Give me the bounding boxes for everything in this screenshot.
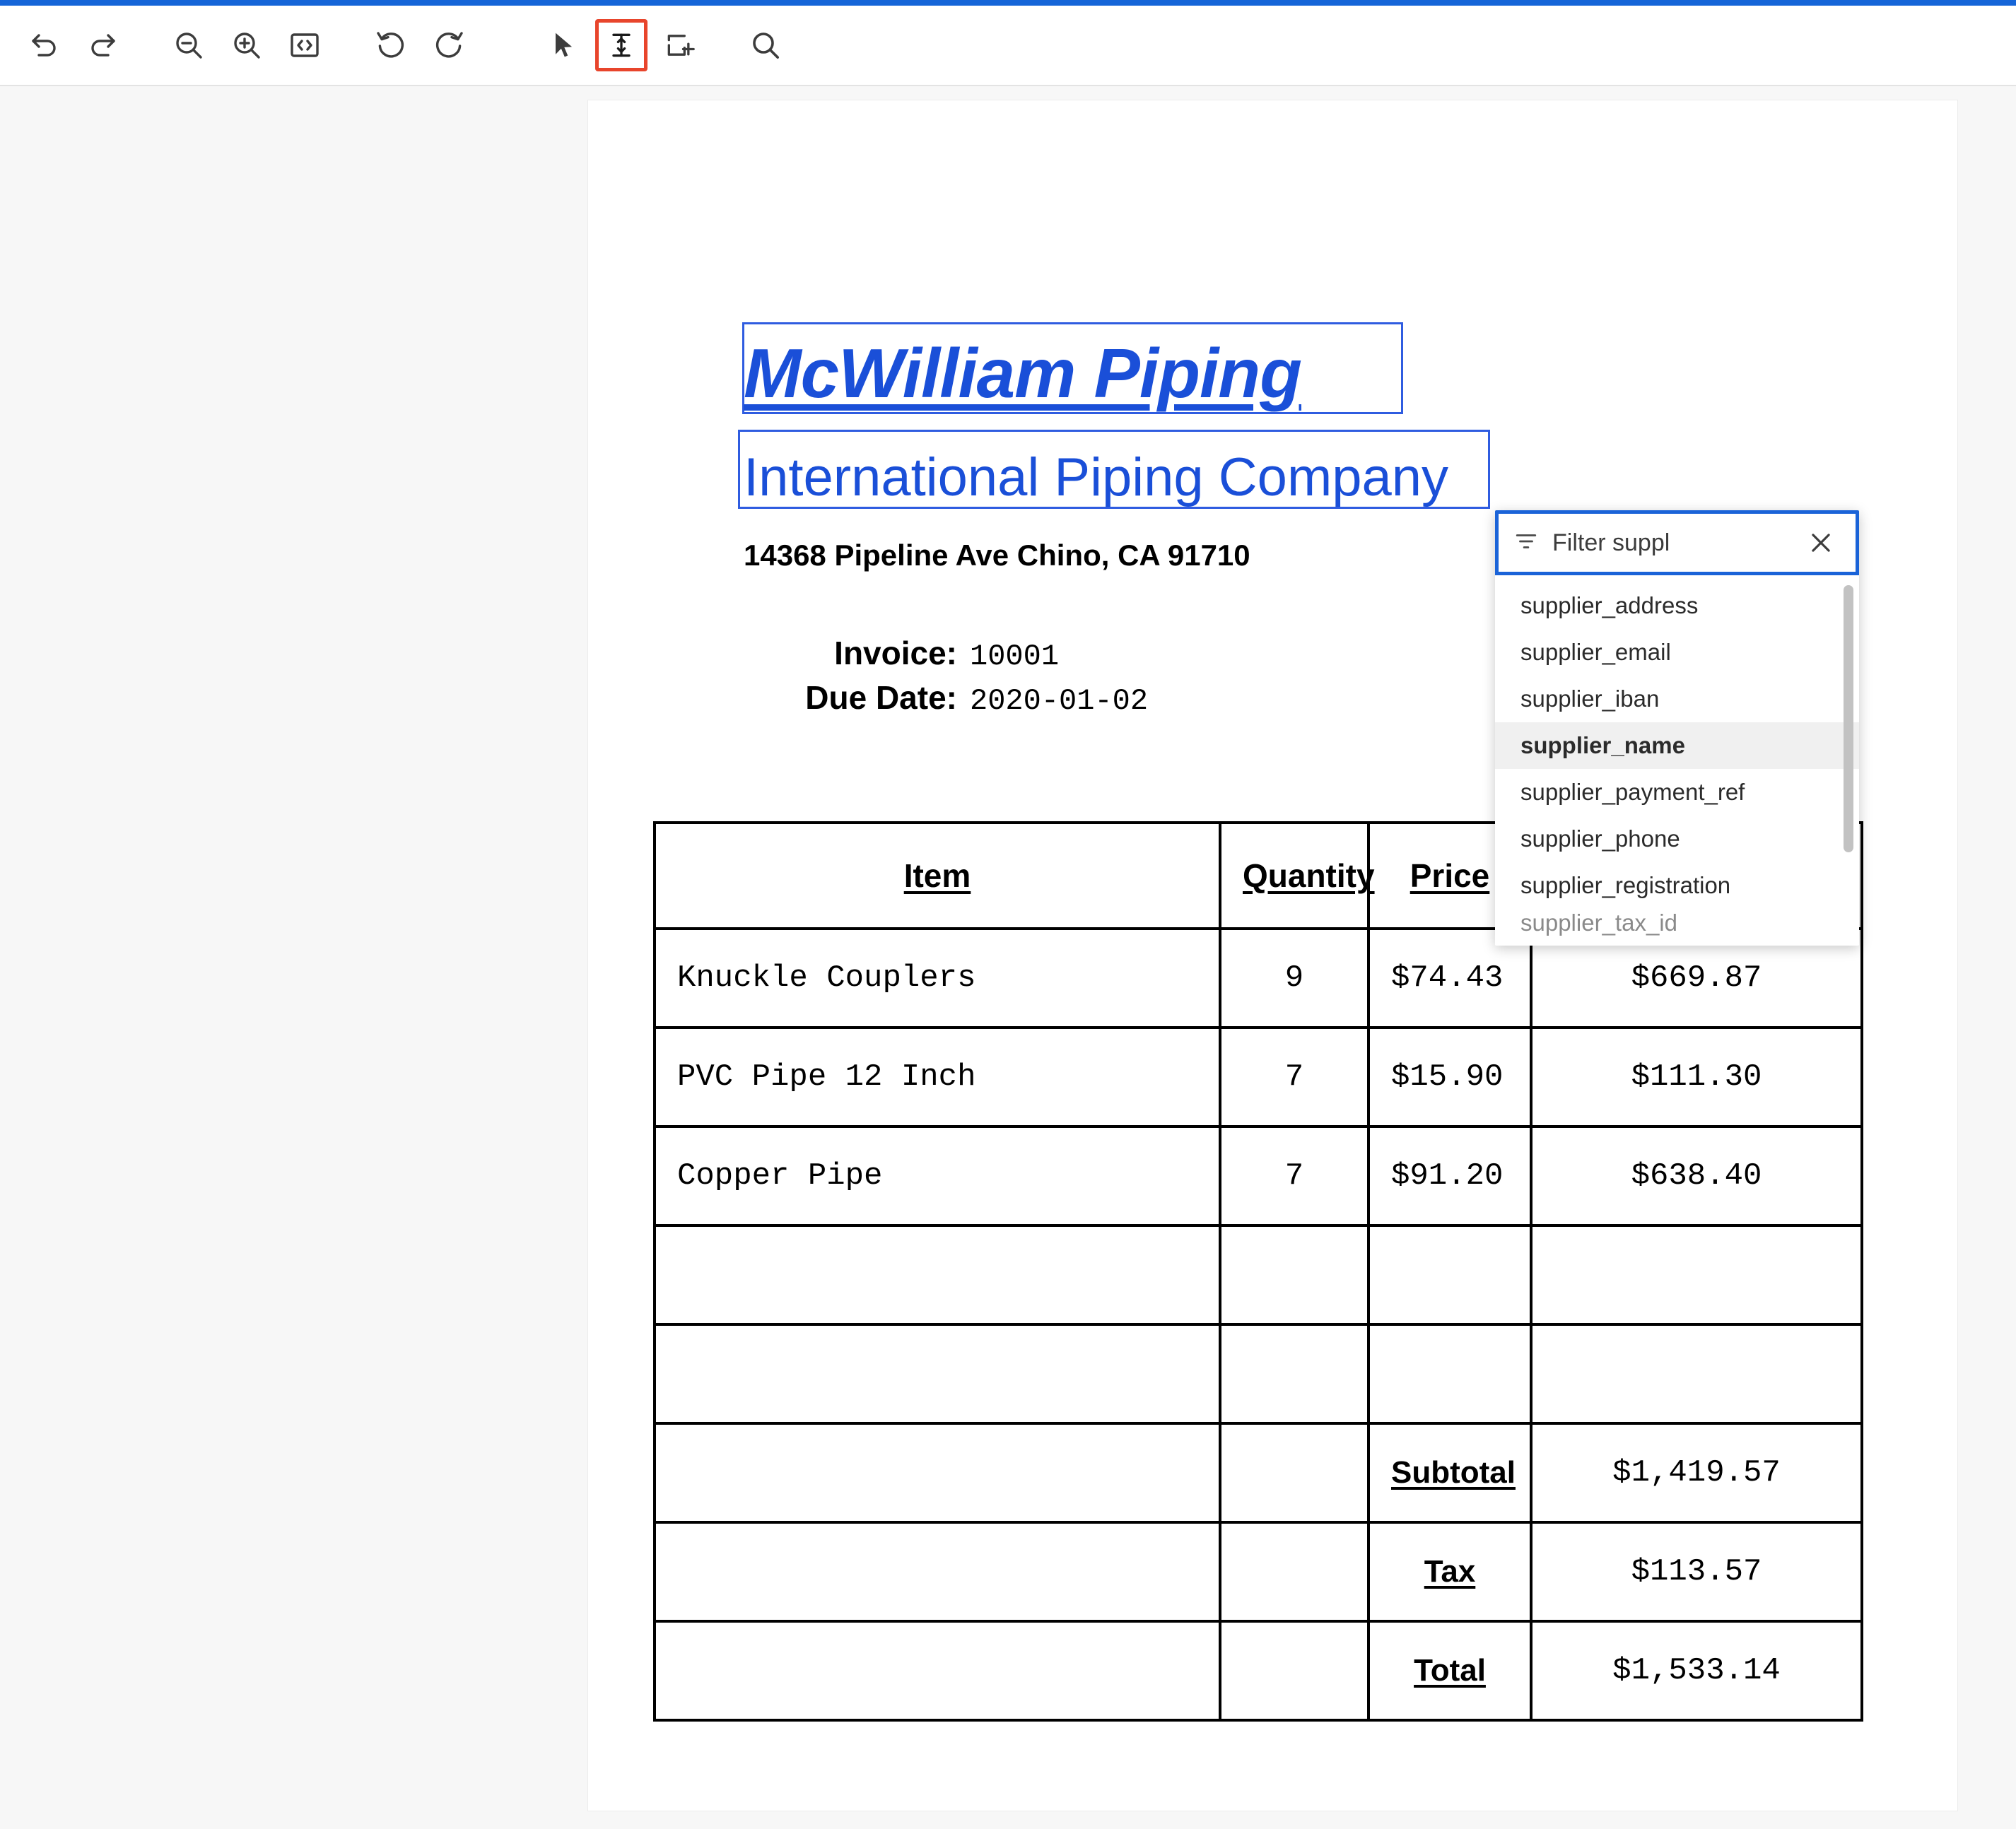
undo-button[interactable] (18, 19, 71, 71)
close-icon[interactable] (1802, 524, 1840, 562)
filter-icon (1514, 529, 1538, 557)
cell-empty (1220, 1621, 1369, 1720)
subtotal-label: Subtotal (1369, 1423, 1531, 1522)
cell-empty (1220, 1522, 1369, 1621)
filter-input[interactable]: Filter suppl (1552, 529, 1670, 556)
cell-quantity[interactable]: 7 (1220, 1127, 1369, 1225)
cell-empty (655, 1522, 1220, 1621)
document-page[interactable] (588, 100, 1957, 1811)
invoice-number-row (745, 634, 1059, 674)
zoom-in-icon (230, 28, 264, 62)
list-item[interactable]: supplier_iban (1520, 686, 1660, 712)
invoice-table (653, 821, 1863, 1722)
zoom-out-button[interactable] (163, 19, 215, 71)
cell-empty (1220, 1423, 1369, 1522)
cell-item[interactable]: Copper Pipe (655, 1127, 1220, 1225)
search-button[interactable] (739, 19, 792, 71)
list-item[interactable]: supplier_phone (1520, 825, 1680, 852)
cell-amount[interactable] (1531, 1324, 1862, 1423)
fit-page-button[interactable] (279, 19, 331, 71)
table-summary-row[interactable] (655, 1522, 1862, 1621)
due-date-row (745, 678, 1148, 718)
undo-icon (28, 28, 61, 62)
cell-amount[interactable]: $669.87 (1531, 929, 1862, 1028)
table-row[interactable] (655, 1028, 1862, 1127)
rotate-right-button[interactable] (423, 19, 475, 71)
cell-price[interactable]: $15.90 (1369, 1028, 1531, 1127)
subtotal-value[interactable]: $1,419.57 (1531, 1423, 1862, 1522)
cell-item[interactable] (655, 1324, 1220, 1423)
table-row[interactable] (655, 1225, 1862, 1324)
region-select-tool-button[interactable] (653, 19, 705, 71)
page-subtitle[interactable]: International Piping Company (744, 447, 1449, 507)
zoom-in-button[interactable] (221, 19, 273, 71)
text-select-icon (606, 30, 637, 61)
list-scrollbar-thumb[interactable] (1844, 585, 1853, 852)
cell-empty (655, 1621, 1220, 1720)
column-header-quantity: Quantity (1220, 823, 1369, 929)
select-tool-button[interactable] (537, 19, 590, 71)
list-item[interactable]: supplier_tax_id (1520, 910, 1677, 936)
table-summary-row[interactable] (655, 1423, 1862, 1522)
due-date-value[interactable]: 2020-01-02 (970, 684, 1149, 718)
region-select-icon (664, 30, 695, 61)
field-filter-popup[interactable] (1495, 510, 1859, 946)
column-header-price: Price (1369, 823, 1531, 929)
tax-value[interactable]: $113.57 (1531, 1522, 1862, 1621)
list-item[interactable]: supplier_payment_ref (1520, 779, 1745, 805)
cell-amount[interactable]: $111.30 (1531, 1028, 1862, 1127)
list-item[interactable]: supplier_registration (1520, 872, 1731, 898)
total-label: Total (1369, 1621, 1531, 1720)
filter-input-row[interactable] (1495, 510, 1859, 575)
cell-quantity[interactable]: 9 (1220, 929, 1369, 1028)
fit-page-icon (288, 28, 322, 62)
supplier-address-text[interactable]: 14368 Pipeline Ave Chino, CA 91710 (744, 539, 1250, 572)
cell-price[interactable] (1369, 1225, 1531, 1324)
cell-amount[interactable]: $638.40 (1531, 1127, 1862, 1225)
page-title[interactable]: McWilliam Piping (744, 334, 1301, 412)
text-select-tool-button[interactable] (595, 19, 647, 71)
invoice-value[interactable]: 10001 (970, 640, 1060, 674)
table-row[interactable] (655, 1127, 1862, 1225)
cell-item[interactable]: Knuckle Couplers (655, 929, 1220, 1028)
cell-empty (655, 1423, 1220, 1522)
list-item[interactable]: supplier_email (1520, 639, 1671, 665)
cell-amount[interactable] (1531, 1225, 1862, 1324)
redo-icon (86, 28, 119, 62)
rotate-left-button[interactable] (365, 19, 417, 71)
zoom-out-icon (172, 28, 206, 62)
cell-quantity[interactable]: 7 (1220, 1028, 1369, 1127)
redo-button[interactable] (76, 19, 129, 71)
list-item-selected[interactable]: supplier_name (1495, 722, 1859, 769)
toolbar (0, 6, 2016, 86)
rotate-right-icon (432, 28, 466, 62)
due-date-label: Due Date: (805, 679, 957, 716)
cell-price[interactable]: $74.43 (1369, 929, 1531, 1028)
document-canvas[interactable] (0, 86, 2016, 1829)
tax-label: Tax (1369, 1522, 1531, 1621)
cursor-arrow-icon (548, 30, 579, 61)
list-item[interactable]: supplier_address (1520, 592, 1699, 618)
rotate-left-icon (374, 28, 408, 62)
column-header-item: Item (655, 823, 1220, 929)
invoice-label: Invoice: (834, 635, 957, 671)
cell-item[interactable]: PVC Pipe 12 Inch (655, 1028, 1220, 1127)
cell-quantity[interactable] (1220, 1225, 1369, 1324)
window-accent-bar (0, 0, 2016, 6)
search-icon (749, 28, 783, 62)
field-list[interactable] (1495, 575, 1859, 946)
cell-quantity[interactable] (1220, 1324, 1369, 1423)
table-summary-row[interactable] (655, 1621, 1862, 1720)
cell-price[interactable]: $91.20 (1369, 1127, 1531, 1225)
cell-price[interactable] (1369, 1324, 1531, 1423)
table-row[interactable] (655, 1324, 1862, 1423)
total-value[interactable]: $1,533.14 (1531, 1621, 1862, 1720)
cell-item[interactable] (655, 1225, 1220, 1324)
